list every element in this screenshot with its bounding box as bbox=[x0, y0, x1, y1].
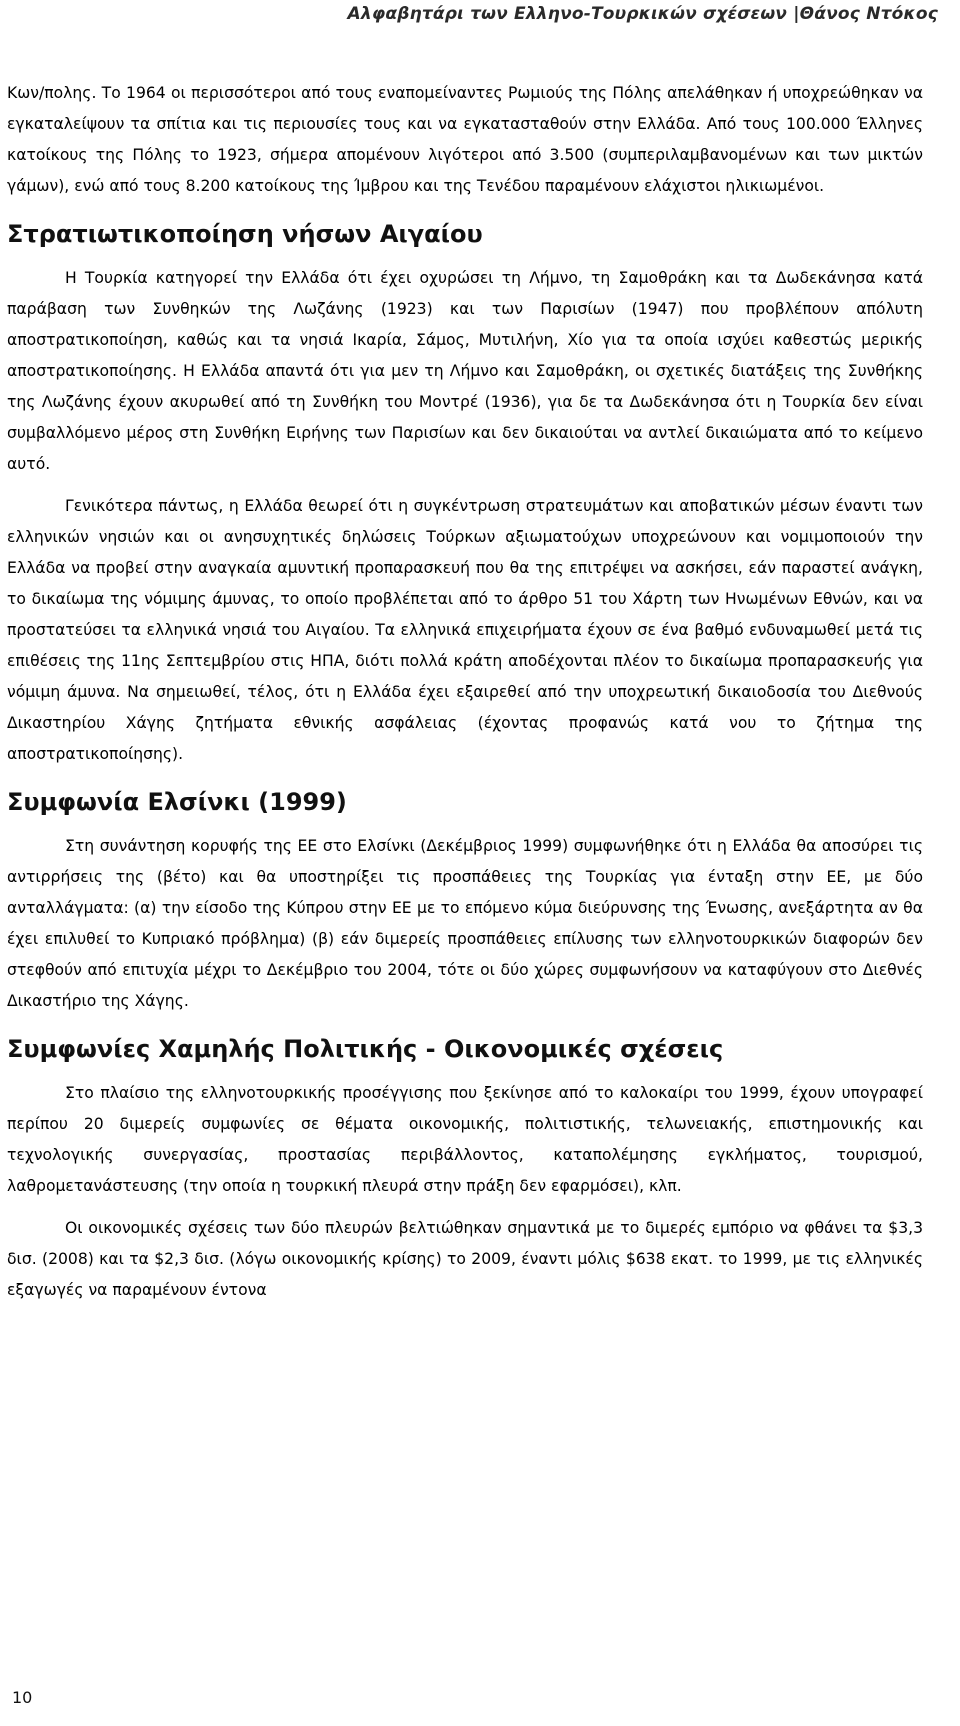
intro-paragraph: Κων/πολης. Το 1964 οι περισσότεροι από τους εναπομείναντες Ρωμιούς της Πόλης απελάθηκαν ή υποχρεώθηκαν να εγκαταλείψουν τα σπίτια και τις περιουσίες τους και να εγκατασταθούν στην Ελλάδα. Από τους 100.000 Έλληνες κατοίκους της Πόλης το 1923, σήμερα απομένουν λιγότεροι από 3.500 (συμπεριλαμβανομένων και των μικτών γάμων), ενώ από τους 8.200 κατοίκους της Ίμβρου και της Τενέδου παραμένουν ελάχιστοι ηλικιωμένοι. bbox=[7, 84, 923, 195]
section-heading-demilitarization: Στρατιωτικοποίηση νήσων Αιγαίου bbox=[7, 220, 483, 248]
section-paragraph: Οι οικονομικές σχέσεις των δύο πλευρών βελτιώθηκαν σημαντικά με το διμερές εμπόριο να φθάνει τα $3,3 δισ. (2008) και τα $2,3 δισ. (λόγω οικονομικής κρίσης) το 2009, έναντι μόλις $638 εκατ. το 1999, με τις ελληνικές εξαγωγές να παραμένουν έντονα bbox=[7, 1219, 923, 1299]
section-heading-low-politics: Συμφωνίες Χαμηλής Πολιτικής - Οικονομικές σχέσεις bbox=[7, 1035, 724, 1063]
page-body bbox=[7, 78, 923, 1306]
section-paragraph: Στο πλαίσιο της ελληνοτουρκικής προσέγγισης που ξεκίνησε από το καλοκαίρι του 1999, έχουν υπογραφεί περίπου 20 διμερείς συμφωνίες σε θέματα οικονομικής, πολιτιστικής, τελωνειακής, επιστημονικής και τεχνολογικής συνεργασίας, προστασίας περιβάλλοντος, καταπολέμησης εγκλήματος, τουρισμού, λαθρομετανάστευσης (την οποία η τουρκική πλευρά στην πράξη δεν εφαρμόσει), κλπ. bbox=[7, 1084, 923, 1195]
running-header: Αλφαβητάρι των Ελληνο-Τουρκικών σχέσεων |Θάνος Ντόκος bbox=[347, 4, 938, 24]
section-paragraph: Γενικότερα πάντως, η Ελλάδα θεωρεί ότι η συγκέντρωση στρατευμάτων και αποβατικών μέσων έναντι των ελληνικών νησιών και οι ανησυχητικές δηλώσεις Τούρκων αξιωματούχων υποχρεώνουν και νομιμοποιούν την Ελλάδα να προβεί στην αναγκαία αμυντική προπαρασκευή που θα της επιτρέψει να ασκήσει, εάν παραστεί ανάγκη, το δικαίωμα της νόμιμης άμυνας, το οποίο προβλέπεται από το άρθρο 51 του Χάρτη των Ηνωμένων Εθνών, και να προστατεύσει τα ελληνικά νησιά του Αιγαίου. Τα ελληνικά επιχειρήματα έχουν σε ένα βαθμό ενδυναμωθεί μετά τις επιθέσεις της 11ης Σεπτεμβρίου στις ΗΠΑ, διότι πολλά κράτη αποδέχονται πλέον το δικαίωμα προπαρασκευής για νόμιμη άμυνα. Να σημειωθεί, τέλος, ότι η Ελλάδα έχει εξαιρεθεί από την υποχρεωτική δικαιοδοσία του Διεθνούς Δικαστηρίου Χάγης ζητήματα εθνικής ασφάλειας (έχοντας προφανώς κατά νου το ζήτημα της αποστρατικοποίησης). bbox=[7, 497, 923, 763]
page-number: 10 bbox=[12, 1688, 33, 1707]
section-paragraph: Στη συνάντηση κορυφής της ΕΕ στο Ελσίνκι (Δεκέμβριος 1999) συμφωνήθηκε ότι η Ελλάδα θα αποσύρει τις αντιρρήσεις της (βέτο) και θα υποστηρίξει τις προσπάθειες της Τουρκίας για ένταξη στην ΕΕ, με δύο ανταλλάγματα: (α) την είσοδο της Κύπρου στην ΕΕ με το επόμενο κύμα διεύρυνσης της Ένωσης, ανεξάρτητα αν θα έχει επιλυθεί το Κυπριακό πρόβλημα) (β) εάν διμερείς προσπάθειες επίλυσης των ελληνοτουρκικών διαφορών δεν στεφθούν από επιτυχία μέχρι το Δεκέμβριο του 2004, τότε οι δύο χώρες συμφωνήσουν να καταφύγουν στο Διεθνές Δικαστήριο της Χάγης. bbox=[7, 837, 923, 1010]
section-paragraph: Η Τουρκία κατηγορεί την Ελλάδα ότι έχει οχυρώσει τη Λήμνο, τη Σαμοθράκη και τα Δωδεκάνησα κατά παράβαση των Συνθηκών της Λωζάνης (1923) και των Παρισίων (1947) που προβλέπουν απόλυτη αποστρατικοποίηση, καθώς και τα νησιά Ικαρία, Σάμος, Μυτιλήνη, Χίο για τα οποία ισχύει καθεστώς μερικής αποστρατικοποίησης. Η Ελλάδα απαντά ότι για μεν τη Λήμνο και Σαμοθράκη, οι σχετικές διατάξεις της Συνθήκης της Λωζάνης έχουν ακυρωθεί από τη Συνθήκη του Μοντρέ (1936), για δε τα Δωδεκάνησα ότι η Τουρκία δεν είναι συμβαλλόμενο μέρος στη Συνθήκη Ειρήνης των Παρισίων και δεν δικαιούται να αντλεί δικαιώματα από το κείμενο αυτό. bbox=[7, 269, 923, 473]
section-heading-helsinki: Συμφωνία Ελσίνκι (1999) bbox=[7, 788, 347, 816]
